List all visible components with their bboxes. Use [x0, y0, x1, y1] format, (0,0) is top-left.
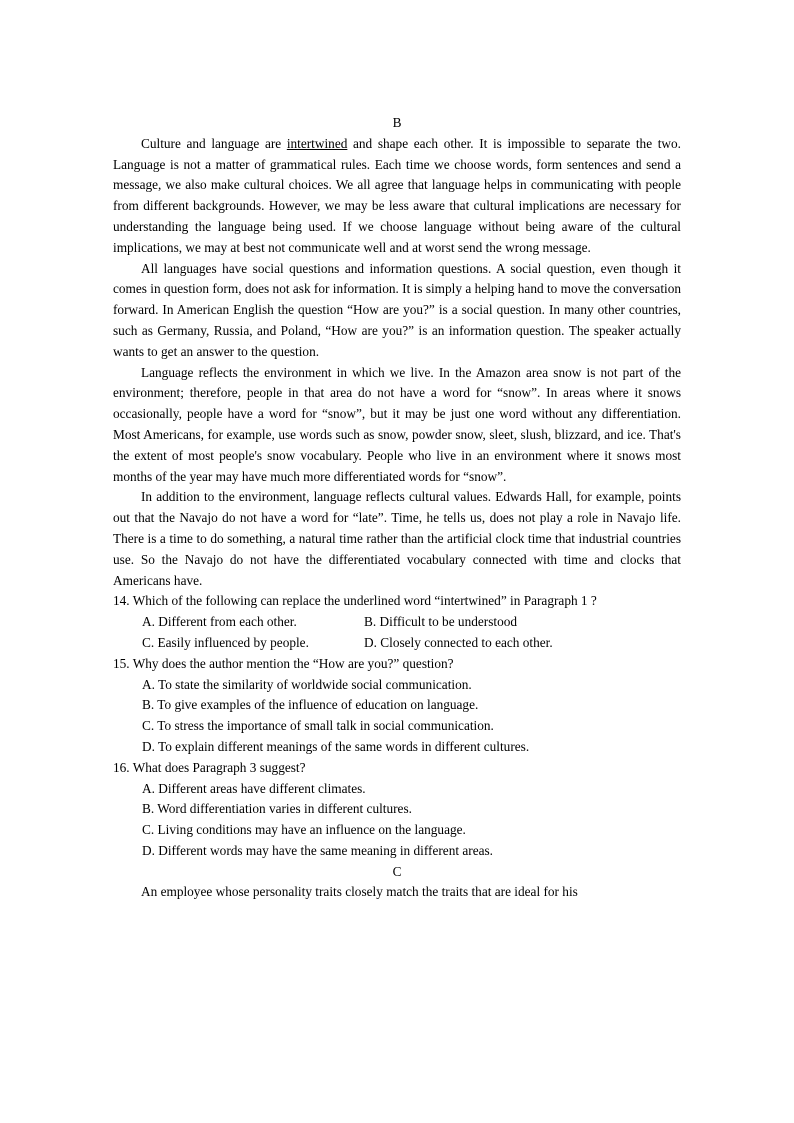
option-c: C. Easily influenced by people.: [142, 634, 309, 650]
option-a: A. Different from each other.: [142, 614, 297, 630]
paragraph-2: All languages have social questions and information questions. A social question, even though it comes in question form, does not ask for information. It is simply a helping hand to move the conversation forward. In American English the question “How are you?” is a social question. In many other countries, such as Germany, Russia, and Poland, “How are you?” is an information question. The speaker actually wants to get an answer to the question.: [113, 260, 681, 359]
question-stem: 14. Which of the following can replace the underlined word “intertwined” in Paragraph 1 ?: [113, 593, 597, 609]
option-b: B. To give examples of the influence of education on language.: [142, 697, 479, 713]
paragraph-3: Language reflects the environment in which we live. In the Amazon area snow is not part of the environment; therefore, people in that area do not have a word for “snow”. In areas where it snows occasionally, people have a word for “snow”, but it may be just one word without any differentiation. Most Americans, for example, use words such as snow, powder snow, sleet, slush, blizzard, and ice. That's the extent of most people's snow vocabulary. People who live in an environment where it snows most months of the year may have much more differentiated words for “snow”.: [113, 364, 681, 484]
options: [113, 612, 681, 654]
question-stem: 16. What does Paragraph 3 suggest?: [113, 759, 306, 775]
paragraph-4: In addition to the environment, language reflects cultural values. Edwards Hall, for example, points out that the Navajo do not have a word for “late”. Time, he tells us, does not play a role in Navajo life. There is a time to do something, a natural time rather than the artificial clock time that industrial countries use. So the Navajo do not have the differentiated vocabulary connected with time and clocks that Americans have.: [113, 489, 681, 588]
option-d: D. Different words may have the same meaning in different areas.: [142, 842, 494, 858]
option-b: B. Word differentiation varies in different cultures.: [142, 801, 412, 817]
option-d: D. Closely connected to each other.: [364, 634, 553, 650]
underlined-word: intertwined: [286, 135, 348, 151]
option-b: B. Difficult to be understood: [364, 614, 518, 630]
section-b-heading: B: [392, 115, 402, 130]
question-stem: 15. Why does the author mention the “How are you?” question?: [113, 655, 454, 671]
document-page: [113, 113, 681, 903]
option-c: C. To stress the importance of small talk in social communication.: [142, 718, 494, 734]
option-c: C. Living conditions may have an influence on the language.: [142, 822, 466, 838]
paragraph-1: Culture and language are intertwined and shape each other. It is impossible to separate the two. Language is not a matter of grammatical rules. Each time we choose words, form sentences and send a message, we also make cultural choices. We all agree that language helps in communicating with people from different backgrounds. However, we may be less aware that cultural implications are necessary for understanding the language being used. If we choose language without being aware of the cultural implications, we may at best not communicate well and at worst send the wrong message.: [113, 135, 682, 255]
section-c-heading: C: [392, 863, 402, 879]
option-a: A. Different areas have different climates.: [142, 780, 366, 796]
options: [113, 779, 681, 862]
option-d: D. To explain different meanings of the same words in different cultures.: [142, 738, 530, 754]
option-a: A. To state the similarity of worldwide social communication.: [142, 676, 472, 692]
section-c-paragraph: An employee whose personality traits closely match the traits that are ideal for his: [141, 884, 578, 900]
question-14: [113, 591, 681, 653]
question-15: [113, 654, 681, 758]
options: [113, 675, 681, 758]
question-16: [113, 758, 681, 862]
